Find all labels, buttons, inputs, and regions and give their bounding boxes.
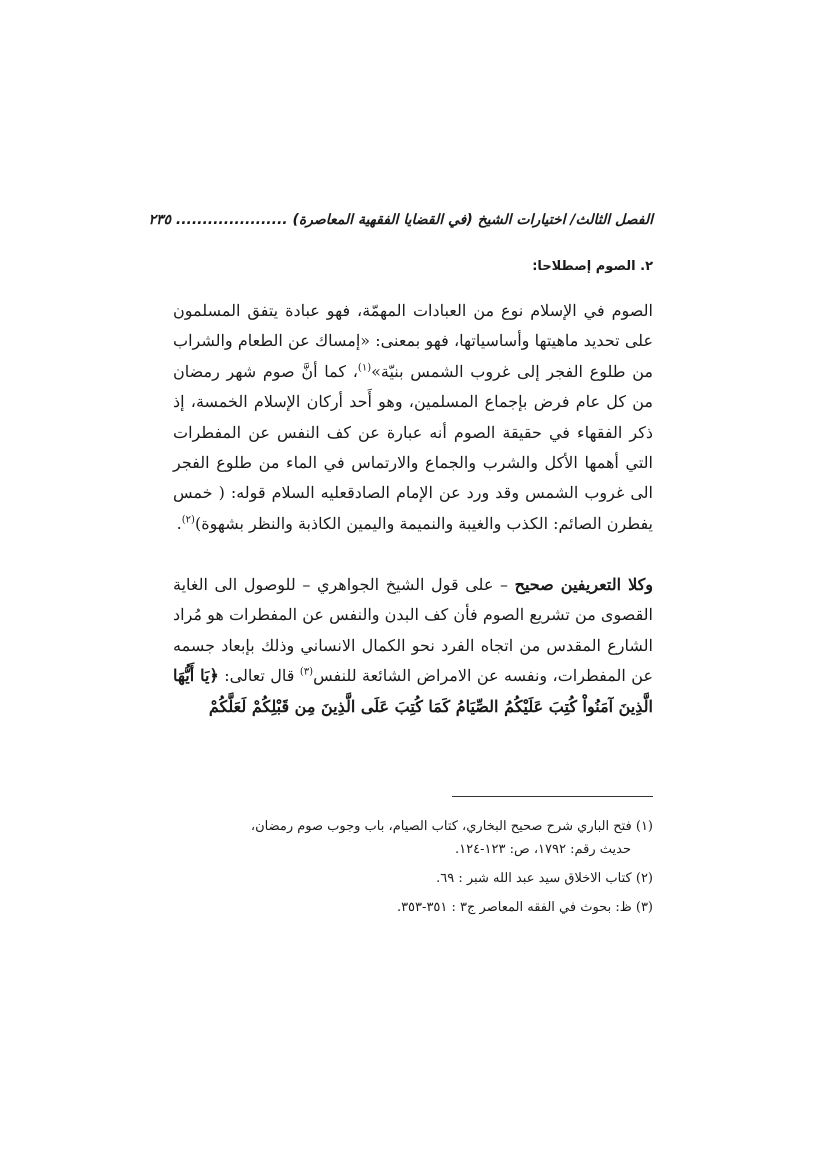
paragraph-end: . [176,513,182,533]
paragraph-text: الصوم في الإسلام نوع من العبادات المهمّة، فهو عبادة يتفق المسلمون على تحديد ماهيتها وأساسياتها، فهو بمعنى: «إمساك عن الطعام والشراب من طلوع الفجر إلى غروب الشمس بنيّة» [173,301,653,381]
footnote-ref-1[interactable]: (١) [357,362,372,374]
paragraph-both-definitions [173,570,653,722]
paragraph-text: – على قول الشيخ الجواهري – للوصول الى الغاية القصوى من تشريع الصوم فأن كف البدن والنفس عن المفطرات هو مُراد الشارع المقدس من اتجاه الفرد نحو الكمال الانساني وذلك بإبعاد جسمه عن المفطرات، ونفسه عن الامراض الشائعة للنفس [173,575,654,686]
footnote-text: (٢) كتاب الاخلاق سيد عبد الله شبر : ٦٩. [436,871,653,886]
footnote-text: (١) فتح الباري شرح صحيح البخاري، كتاب الصيام، باب وجوب صوم رمضان، [250,819,653,834]
footnote-text: (٣) ظ: بحوث في الفقه المعاصر ج٣ : ٣٥١-٣٥٣. [396,900,653,915]
footnote-ref-3[interactable]: (٣) [299,666,314,678]
quran-verse: ﴿يَا أَيُّهَا الَّذِينَ آمَنُواْ كُتِبَ عَلَيْكُمُ الصِّيَامُ كَمَا كُتِبَ عَلَى الَّذِينَ مِن قَبْلِكُمْ لَعَلَّكُمْ [173,666,653,716]
footnote-3 [173,896,653,919]
footnote-2 [173,867,653,890]
footnote-divider [452,796,653,797]
footnote-text-continued: حديث رقم: ١٧٩٢، ص: ١٢٣-١٢٤. [455,842,631,857]
paragraph-text-continued: ، كما أنَّ صوم شهر رمضان من كل عام فرض بإجماع المسلمين، وهو أَحد أركان الإسلام الخمسة، إذ ذكر الفقهاء في حقيقة الصوم أنه عبارة عن كف النفس عن المفطرات التي أهمها الأكل والشرب والجماع والارتماس في الماء من طلوع الفجر الى غروب الشمس وقد ورد عن الإمام الصادقعليه السلام قوله: ( خمس يفطرن الصائم: الكذب والغيبة والنميمة واليمين الكاذبة والنظر بشهوة) [173,361,653,533]
running-header: الفصل الثالث/ اختيارات الشيخ (في القضايا الفقهية المعاصرة) ..................... ٢٣٥ [148,212,653,228]
paragraph-lead: وكلا التعريفين صحيح [514,575,654,594]
footnote-ref-2[interactable]: (٢) [181,514,195,526]
footnotes-list [173,815,653,925]
footnote-1 [173,815,653,861]
paragraph-text-continued: قال تعالى: [218,666,300,686]
section-heading: ٢. الصوم إصطلاحا: [532,259,653,274]
paragraph-definition [173,296,653,539]
